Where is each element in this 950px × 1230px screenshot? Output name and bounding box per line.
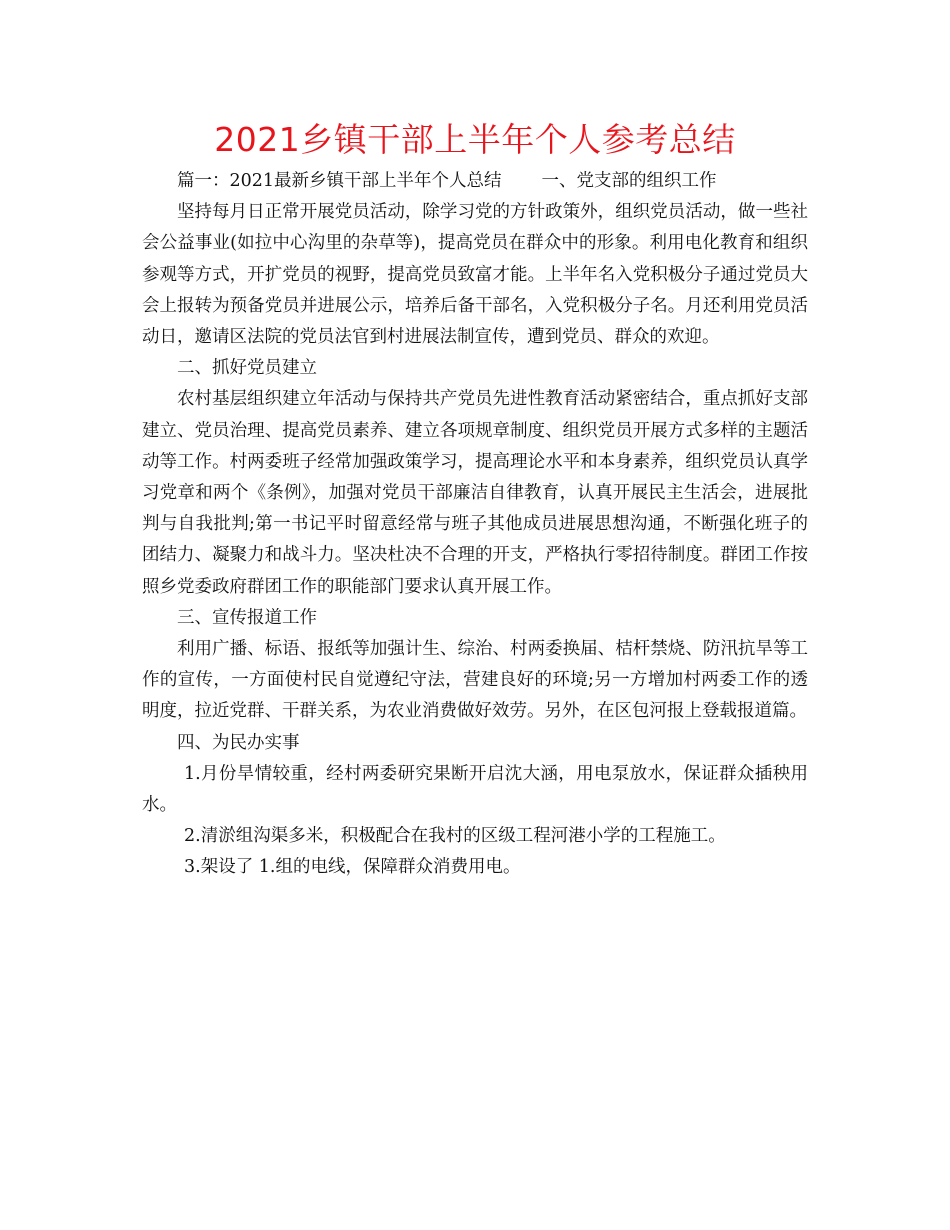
document-body <box>142 166 808 884</box>
section-heading-2: 二、抓好党员建立 <box>177 358 317 379</box>
paragraph-1: 坚持每月日正常开展党员活动，除学习党的方针政策外，组织党员活动，做一些社会公益事业(如拉中心沟里的杂草等)，提高党员在群众中的形象。利用电化教育和组织参观等方式，开扩党员的视野，提高党员致富才能。上半年名入党积极分子通过党员大会上报转为预备党员并进展公示，培养后备干部名，入党积极分子名。月还利用党员活动日，邀请区法院的党员法官到村进展法制宣传，遭到党员、群众的欢迎。 <box>142 202 808 348</box>
list-item-1: 1.月份旱情较重，经村两委研究果断开启沈大涵，用电泵放水，保证群众插秧用水。 <box>142 763 808 816</box>
paragraph-3: 利用广播、标语、报纸等加强计生、综治、村两委换届、桔杆禁烧、防汛抗旱等工作的宣传，一方面使村民自觉遵纪守法，营建良好的环境;另一方增加村两委工作的透明度，拉近党群、干群关系，为农业消费做好效劳。另外，在区包河报上登载报道篇。 <box>142 639 808 722</box>
section-heading-4: 四、为民办实事 <box>177 732 300 753</box>
part-label: 篇一：2021最新乡镇干部上半年个人总结 <box>177 171 502 191</box>
paragraph-2: 农村基层组织建立年活动与保持共产党员先进性教育活动紧密结合，重点抓好支部建立、党员治理、提高党员素养、建立各项规章制度、组织党员开展方式多样的主题活动等工作。村两委班子经常加强政策学习，提高理论水平和本身素养，组织党员认真学习党章和两个《条例》，加强对党员干部廉洁自律教育，认真开展民主生活会，进展批判与自我批判;第一书记平时留意经常与班子其他成员进展思想沟通，不断强化班子的团结力、凝聚力和战斗力。坚决杜决不合理的开支，严格执行零招待制度。群团工作按照乡党委政府群团工作的职能部门要求认真开展工作。 <box>142 389 808 597</box>
list-item-3: 3.架设了 1.组的电线，保障群众消费用电。 <box>184 857 521 878</box>
document-title: 2021乡镇干部上半年个人参考总结 <box>214 120 736 159</box>
list-item-2: 2.清淤组沟渠多米，积极配合在我村的区级工程河港小学的工程施工。 <box>184 826 726 847</box>
intro-line <box>142 166 808 197</box>
section-heading-1: 一、党支部的组织工作 <box>541 171 717 191</box>
section-heading-3: 三、宣传报道工作 <box>177 607 317 628</box>
